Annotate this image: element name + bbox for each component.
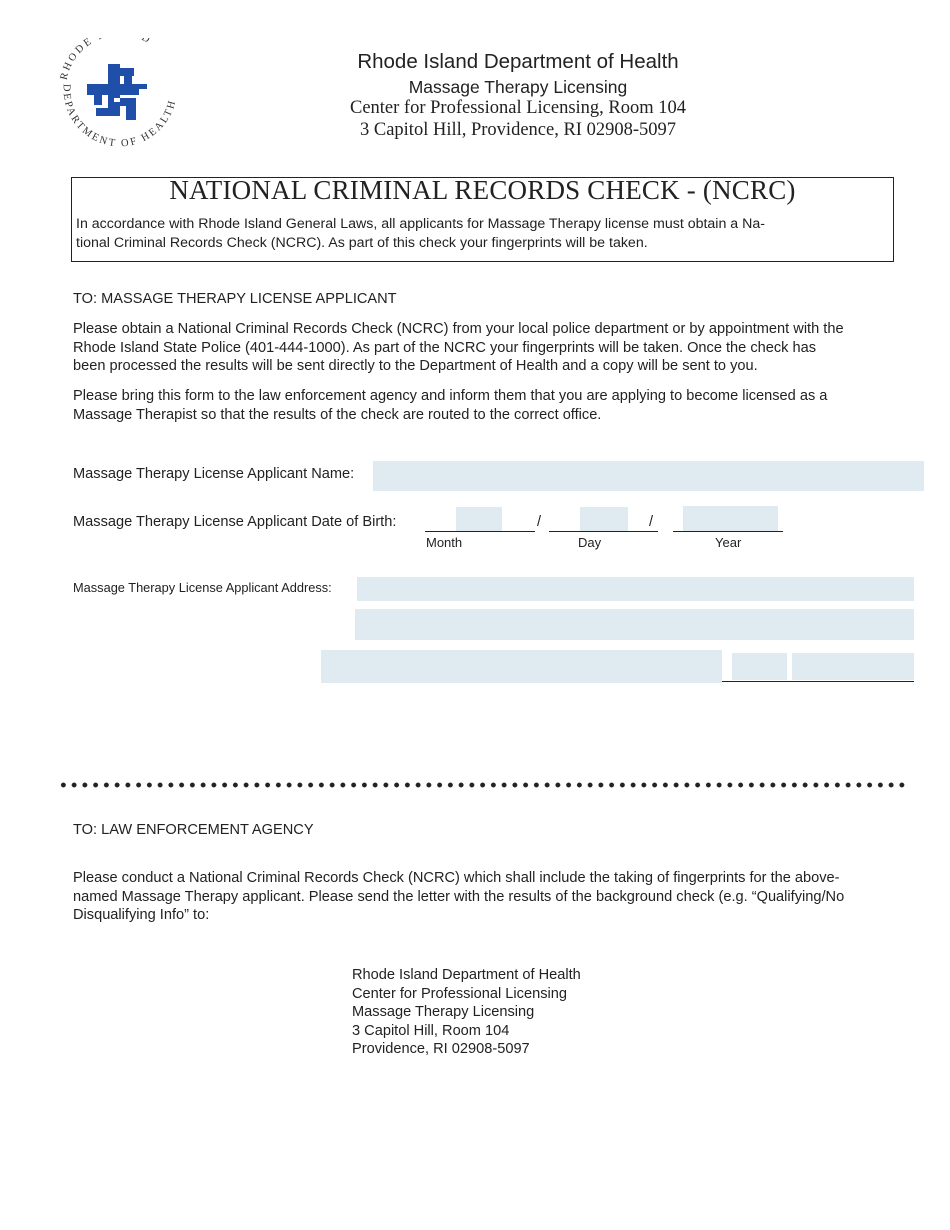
paragraph-line: been processed the results will be sent directly to the Department of Health and a copy will be sent to you. — [73, 358, 758, 375]
health-emblem-icon — [87, 64, 147, 120]
city-field[interactable] — [321, 650, 722, 683]
department-seal — [58, 38, 180, 150]
paragraph-line: Please conduct a National Criminal Records Check (NCRC) which shall include the taking of fingerprints for the above- — [73, 870, 840, 886]
agency-to-line: TO: LAW ENFORCEMENT AGENCY — [73, 822, 314, 838]
year-caption: Year — [715, 535, 742, 550]
month-caption: Month — [426, 535, 463, 550]
paragraph-line: named Massage Therapy applicant. Please send the letter with the results of the background check (e.g. “Qualifying/No — [73, 888, 845, 905]
applicant-instructions — [73, 320, 933, 376]
paragraph-line: Disqualifying Info” to: — [73, 907, 210, 924]
address-line: Massage Therapy Licensing — [352, 1004, 535, 1021]
day-caption: Day — [578, 535, 602, 550]
seal-ring-text-top: RHODE D — [58, 38, 154, 82]
address-line1-field[interactable] — [357, 577, 914, 601]
dob-separator: / — [649, 514, 654, 530]
notice-line: tional Criminal Records Check (NCRC). As part of this check your fingerprints will be taken. — [76, 234, 648, 251]
notice-text — [76, 215, 856, 252]
routing-instructions — [73, 387, 933, 424]
form-title: NATIONAL CRIMINAL RECORDS CHECK - (NCRC) — [169, 175, 796, 205]
dob-month-underline — [425, 531, 535, 532]
dotted-divider — [58, 780, 908, 790]
applicant-name-label: Massage Therapy License Applicant Name: — [73, 466, 355, 482]
ncrc-notice-box — [71, 177, 894, 262]
paragraph-line: Rhode Island State Police (401-444-1000). As part of the NCRC your fingerprints will be taken. Once the check has — [73, 339, 817, 356]
address-line: Providence, RI 02908-5097 — [352, 1041, 530, 1058]
seal-ring-text-bottom: DEPARTMENT OF HEALTH — [60, 83, 179, 150]
paragraph-line: Massage Therapist so that the results of the check are routed to the correct office. — [73, 406, 602, 423]
address-line: 3 Capitol Hill, Room 104 — [352, 1022, 510, 1039]
agency-instructions — [73, 869, 933, 925]
address-line: Center for Professional Licensing — [352, 985, 567, 1002]
dob-year-underline — [673, 531, 783, 532]
org-name: Rhode Island Department of Health — [357, 50, 679, 73]
program-name: Massage Therapy Licensing — [408, 77, 628, 97]
dob-year-field[interactable] — [683, 506, 778, 531]
zip-field[interactable] — [792, 653, 914, 680]
notice-line: In accordance with Rhode Island General Laws, all applicants for Massage Therapy license must obtain a Na- — [76, 216, 765, 232]
dob-day-underline — [549, 531, 658, 532]
office-name: Center for Professional Licensing, Room 104 — [349, 98, 687, 118]
state-field[interactable] — [732, 653, 787, 680]
dob-label: Massage Therapy License Applicant Date of Birth: — [73, 514, 397, 530]
address-line2-field[interactable] — [355, 609, 914, 640]
address-label: Massage Therapy License Applicant Address: — [73, 580, 332, 595]
dob-separator: / — [537, 514, 542, 530]
seal-graphic — [58, 38, 180, 150]
dob-day-field[interactable] — [580, 507, 628, 531]
paragraph-line: Please bring this form to the law enforcement agency and inform them that you are applying to become licensed as a — [73, 388, 828, 404]
dob-month-field[interactable] — [456, 507, 502, 531]
office-address: 3 Capitol Hill, Providence, RI 02908-5097 — [359, 120, 676, 140]
applicant-name-field[interactable] — [373, 461, 924, 491]
address-line: Rhode Island Department of Health — [352, 967, 581, 983]
mailing-address — [352, 966, 752, 1059]
applicant-to-line: TO: MASSAGE THERAPY LICENSE APPLICANT — [73, 291, 397, 307]
paragraph-line: Please obtain a National Criminal Records Check (NCRC) from your local police department or by appointment with the — [73, 321, 844, 337]
